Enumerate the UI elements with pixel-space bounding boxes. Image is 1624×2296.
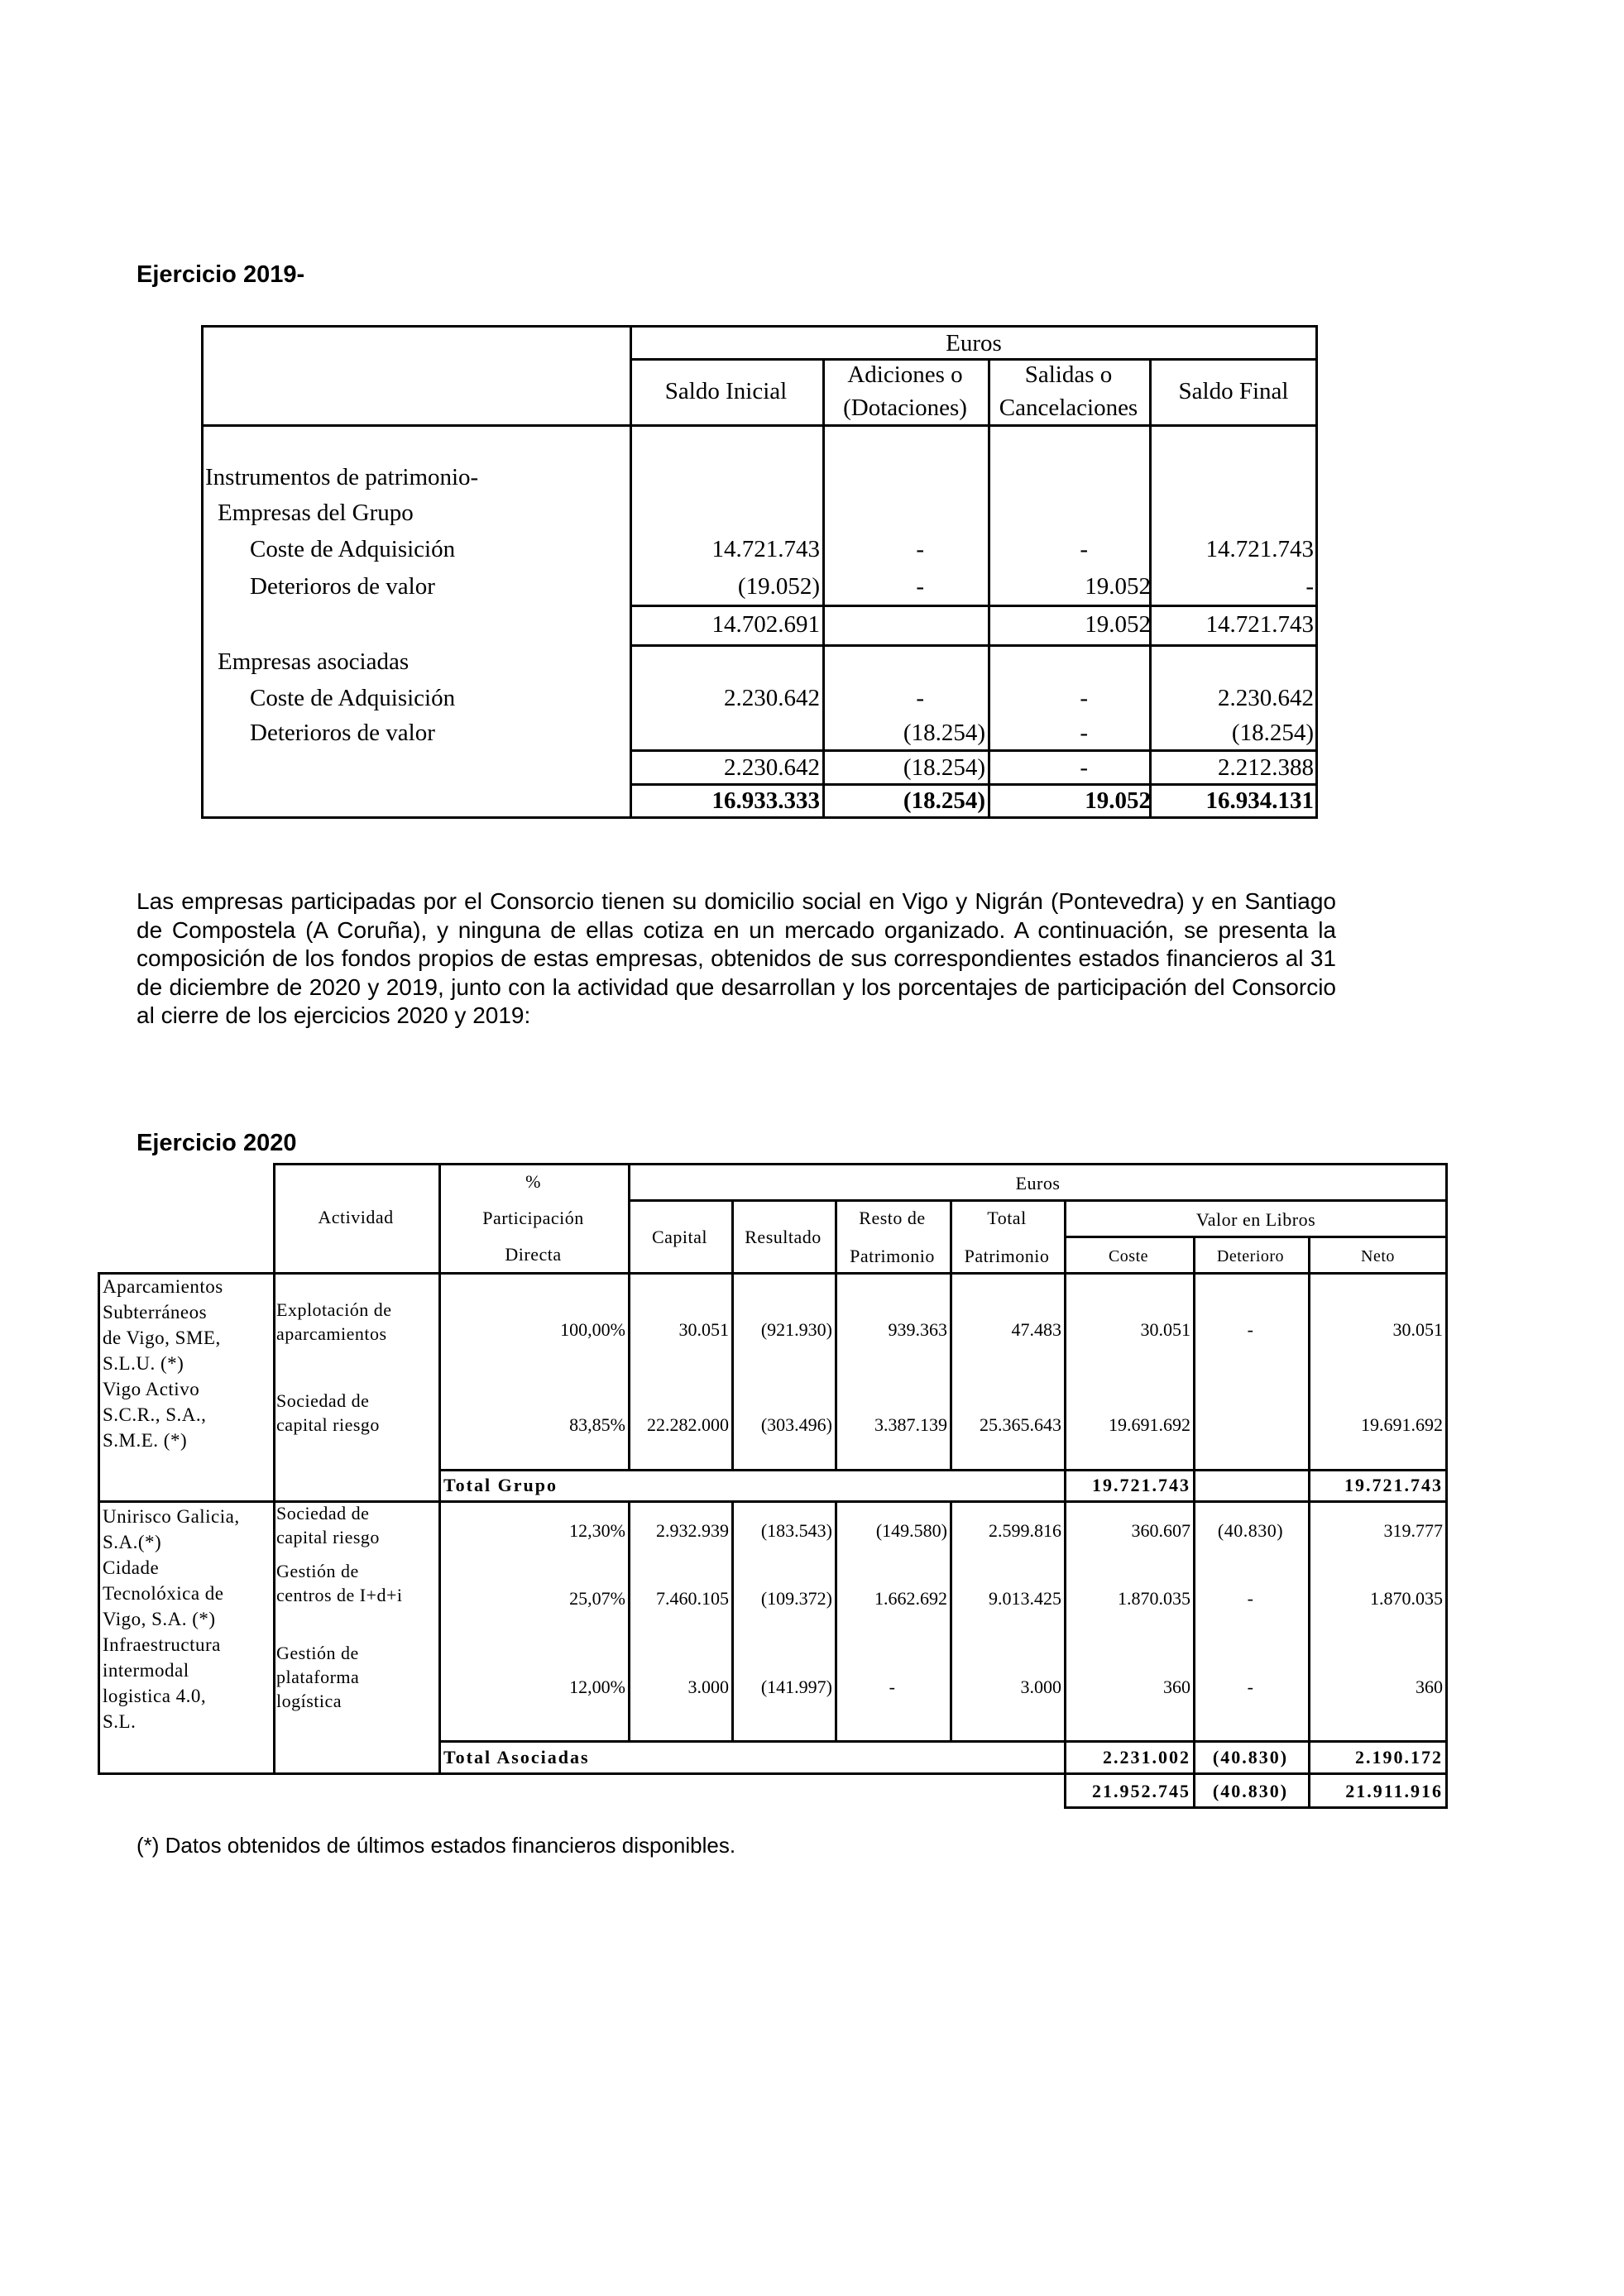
cell-value: 19.052 — [1085, 611, 1151, 638]
column-line — [273, 1163, 275, 1775]
cell-pct: 12,00% — [569, 1677, 625, 1697]
header-pct-2: Participación — [482, 1208, 584, 1228]
cell-total: 16.933.333 — [711, 787, 820, 814]
cell-coste: 360.607 — [1131, 1520, 1190, 1541]
cell-pct: 25,07% — [569, 1588, 625, 1609]
cell-value: 14.721.743 — [1205, 611, 1314, 638]
header-valor-libros: Valor en Libros — [1195, 1209, 1316, 1230]
header-adiciones-line1: Adiciones o — [847, 361, 963, 388]
header-actividad: Actividad — [318, 1207, 394, 1227]
cell-value: 14.721.743 — [1205, 536, 1314, 562]
grand-total-neto: 21.911.916 — [1345, 1781, 1443, 1801]
cell-value: - — [1080, 685, 1088, 711]
cell-total: 19.052 — [1085, 787, 1151, 814]
cell-total: 9.013.425 — [989, 1588, 1061, 1609]
header-saldo-inicial: Saldo Inicial — [664, 378, 788, 404]
cell-value: - — [1080, 754, 1088, 781]
cell-value: 2.230.642 — [724, 685, 820, 711]
total-asociadas-label: Total Asociadas — [443, 1747, 590, 1767]
cell-capital: 2.932.939 — [656, 1520, 729, 1541]
cell-neto: 1.870.035 — [1370, 1588, 1443, 1609]
company-name: Infraestructura intermodal logistica 4.0, S.L. — [103, 1634, 221, 1732]
cell-capital: 3.000 — [687, 1677, 729, 1697]
cell-neto: 19.691.692 — [1361, 1414, 1443, 1435]
company-name: Vigo Activo S.C.R., S.A., S.M.E. (*) — [103, 1379, 207, 1451]
header-total-2: Patrimonio — [964, 1246, 1050, 1266]
column-line — [1308, 1236, 1310, 1809]
cell-resultado: (921.930) — [760, 1319, 832, 1340]
header-resultado: Resultado — [745, 1227, 822, 1247]
actividad: Gestión de centros de I+d+i — [276, 1561, 403, 1605]
total-asociadas-deterioro: (40.830) — [1212, 1747, 1289, 1767]
cell-total: 47.483 — [1011, 1319, 1061, 1340]
grand-total-line-bottom — [1064, 1806, 1448, 1809]
footnote: (*) Datos obtenidos de últimos estados financieros disponibles. — [137, 1833, 736, 1858]
cell-value: (19.052) — [737, 573, 820, 600]
cell-total: 3.000 — [1020, 1677, 1061, 1697]
cell-deterioro: - — [1247, 1588, 1254, 1609]
cell-value: 2.212.388 — [1218, 754, 1314, 781]
cell-total: 25.365.643 — [980, 1414, 1061, 1435]
cell-resto: - — [889, 1677, 896, 1697]
total-asociadas-coste: 2.231.002 — [1103, 1747, 1190, 1767]
column-line — [950, 1500, 952, 1743]
header-euros: Euros — [946, 330, 1002, 356]
cell-value: (18.254) — [903, 720, 985, 746]
header-salidas — [988, 358, 1149, 424]
row-label: Deterioros de valor — [250, 720, 435, 746]
table-border-left — [201, 325, 204, 819]
header-deterioro: Deterioro — [1216, 1247, 1285, 1265]
subtotal-line — [630, 783, 1318, 786]
row-label: Instrumentos de patrimonio- — [205, 464, 479, 490]
column-line — [731, 1500, 734, 1743]
cell-resto: 3.387.139 — [874, 1414, 947, 1435]
table-ejercicio-2019 — [201, 325, 1318, 819]
header-coste: Coste — [1108, 1247, 1149, 1265]
cell-pct: 100,00% — [560, 1319, 625, 1340]
cell-capital: 30.051 — [678, 1319, 729, 1340]
actividad: Sociedad de capital riesgo — [276, 1503, 380, 1547]
cell-deterioro: - — [1247, 1319, 1254, 1340]
cell-pct: 83,85% — [569, 1414, 625, 1435]
total-grupo-neto: 19.721.743 — [1344, 1475, 1443, 1495]
cell-total: (18.254) — [903, 787, 985, 814]
row-label: Coste de Adquisición — [250, 536, 456, 562]
row-label: Empresas del Grupo — [218, 500, 414, 526]
border-left — [98, 1272, 100, 1775]
total-asoc-line-bottom — [98, 1772, 1448, 1775]
heading-ejercicio-2019: Ejercicio 2019- — [137, 261, 305, 288]
header-euros: Euros — [1015, 1173, 1061, 1193]
total-grupo-line-top — [438, 1469, 1448, 1471]
cell-neto: 360 — [1416, 1677, 1443, 1697]
cell-value: 2.230.642 — [724, 754, 820, 781]
total-asociadas-neto: 2.190.172 — [1355, 1747, 1443, 1767]
cell-deterioro: (40.830) — [1217, 1520, 1284, 1541]
cell-neto: 30.051 — [1392, 1319, 1443, 1340]
header-capital: Capital — [651, 1227, 708, 1247]
actividad: Gestión de plataforma logística — [276, 1643, 360, 1711]
cell-deterioro: - — [1247, 1677, 1254, 1697]
cell-value: - — [916, 685, 924, 711]
cell-value: - — [916, 573, 924, 600]
cell-coste: 30.051 — [1140, 1319, 1190, 1340]
table-ejercicio-2020 — [98, 1163, 1448, 1801]
cell-capital: 7.460.105 — [656, 1588, 729, 1609]
header-salidas-line1: Salidas o — [1024, 361, 1113, 388]
header-line-euros — [628, 1199, 1448, 1202]
cell-total: 16.934.131 — [1205, 787, 1314, 814]
cell-coste: 19.691.692 — [1109, 1414, 1190, 1435]
subtotal-line — [630, 749, 1318, 752]
cell-value: 2.230.642 — [1218, 685, 1314, 711]
cell-resto: (149.580) — [875, 1520, 947, 1541]
cell-resultado: (303.496) — [760, 1414, 832, 1435]
cell-resto: 939.363 — [888, 1319, 947, 1340]
column-line — [835, 1500, 837, 1743]
border-top — [273, 1163, 1448, 1165]
header-resto-1: Resto de — [859, 1208, 926, 1228]
header-saldo-final: Saldo Final — [1178, 378, 1289, 404]
header-pct-1: % — [525, 1171, 541, 1192]
cell-value: 19.052 — [1085, 573, 1151, 600]
cell-resultado: (141.997) — [760, 1677, 832, 1697]
column-line — [1064, 1199, 1066, 1809]
actividad: Sociedad de capital riesgo — [276, 1390, 380, 1435]
cell-total: 2.599.816 — [989, 1520, 1061, 1541]
total-grupo-coste: 19.721.743 — [1092, 1475, 1190, 1495]
cell-resultado: (183.543) — [760, 1520, 832, 1541]
cell-value: (18.254) — [903, 754, 985, 781]
heading-ejercicio-2020: Ejercicio 2020 — [137, 1130, 297, 1156]
cell-neto: 319.777 — [1383, 1520, 1443, 1541]
column-line — [835, 1199, 837, 1471]
row-label: Deterioros de valor — [250, 573, 435, 600]
header-line-bottom — [98, 1272, 1448, 1275]
grand-total-deterioro: (40.830) — [1212, 1781, 1289, 1801]
grand-total-coste: 21.952.745 — [1092, 1781, 1190, 1801]
cell-resultado: (109.372) — [760, 1588, 832, 1609]
cell-value: - — [1305, 573, 1314, 600]
row-label: Empresas asociadas — [218, 648, 410, 675]
cell-value: (18.254) — [1231, 720, 1314, 746]
cell-resto: 1.662.692 — [874, 1588, 947, 1609]
cell-value: 14.721.743 — [711, 536, 820, 562]
cell-pct: 12,30% — [569, 1520, 625, 1541]
cell-coste: 1.870.035 — [1118, 1588, 1190, 1609]
header-resto-2: Patrimonio — [850, 1246, 935, 1266]
header-line-valor — [1064, 1236, 1448, 1238]
header-total-1: Total — [987, 1208, 1027, 1228]
company-name: Cidade Tecnolóxica de Vigo, S.A. (*) — [103, 1557, 224, 1629]
cell-value: - — [916, 536, 924, 562]
company-name: Unirisco Galicia, S.A.(*) — [103, 1506, 240, 1552]
column-line — [950, 1199, 952, 1471]
header-neto: Neto — [1361, 1247, 1395, 1265]
company-name: Aparcamientos Subterráneos de Vigo, SME, S.L.U. (*) — [103, 1276, 223, 1374]
cell-capital: 22.282.000 — [647, 1414, 729, 1435]
total-asoc-line-top — [438, 1740, 1448, 1743]
cell-value: - — [1080, 720, 1088, 746]
subtotal-line — [630, 605, 1318, 607]
header-adiciones — [822, 358, 988, 424]
column-line — [628, 1500, 630, 1743]
row-label: Coste de Adquisición — [250, 685, 456, 711]
total-grupo-label: Total Grupo — [443, 1475, 558, 1495]
body-paragraph: Las empresas participadas por el Consorcio tienen su domicilio social en Vigo y Nigrán (Pontevedra) y en Santiago de Compostela (A Coruña), y ninguna de ellas cotiza en un mercado organizado. A continuación, se presenta la composición de los fondos propios de estas empresas, obtenidos de sus correspondientes estados financieros al 31 de diciembre de 2020 y 2019, junto con la actividad que desarrollan y los porcentajes de participación del Consorcio al cierre de los ejercicios 2020 y 2019: — [137, 888, 1336, 1028]
header-pct-3: Directa — [505, 1244, 562, 1265]
column-line — [628, 1163, 630, 1471]
header-adiciones-line2: (Dotaciones) — [843, 395, 967, 421]
subtotal-line — [630, 644, 1318, 647]
cell-coste: 360 — [1163, 1677, 1190, 1697]
actividad: Explotación de aparcamientos — [276, 1299, 392, 1344]
header-salidas-line2: Cancelaciones — [999, 395, 1138, 421]
cell-value: 14.702.691 — [711, 611, 820, 638]
cell-value: - — [1080, 536, 1088, 562]
